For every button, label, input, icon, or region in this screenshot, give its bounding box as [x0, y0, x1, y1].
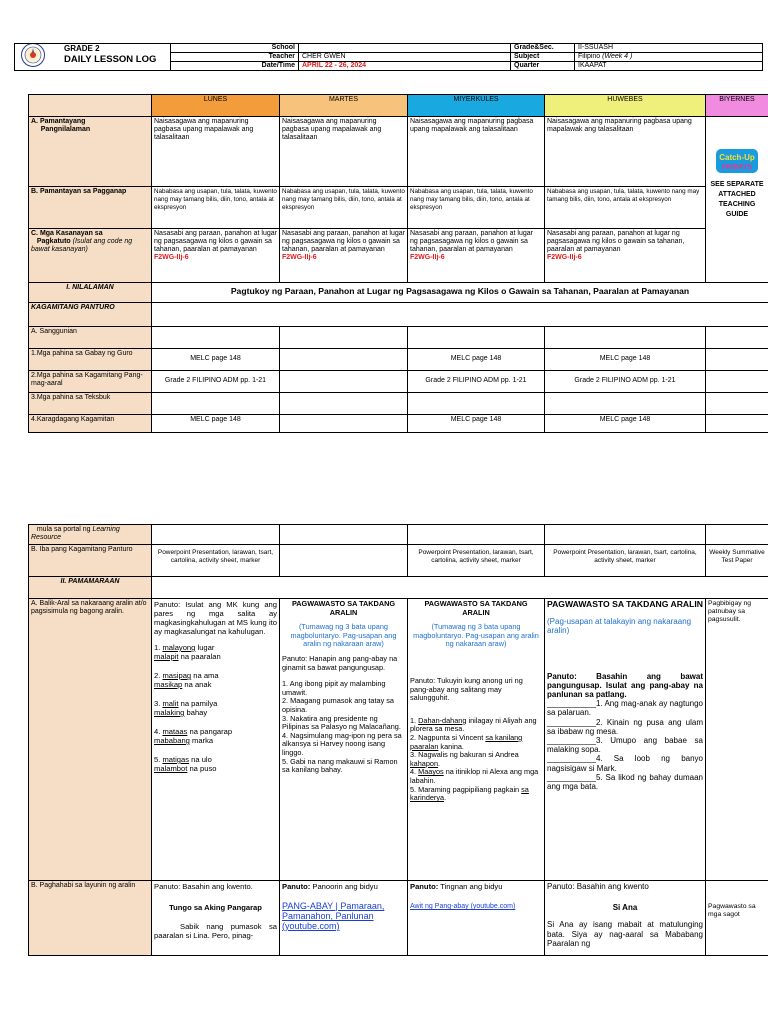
label-line-2: Pagkatuto	[36, 238, 71, 245]
word-b: malapit	[154, 652, 179, 661]
header-table	[14, 43, 763, 71]
row-label-kagamitang-mag-aaral: 2.Mga pahina sa Kagamitang Pang-mag-aaral	[29, 371, 152, 393]
lunes-a-item-5	[154, 755, 277, 773]
skill-code: F2WG-IIj-6	[547, 254, 582, 261]
datetime-label: Date/Time	[171, 62, 299, 71]
cell-iba-miyerkules: Powerpoint Presentation, larawan, tsart, cartolina, activity sheet, marker	[408, 545, 545, 577]
cell-miyerkules-b: Nababasa ang usapan, tula, talata, kuwento nang may tamang bilis, diin, tono, antala at ekspresyon	[408, 187, 545, 229]
kagamitan-label: KAGAMITANG PANTURO	[31, 304, 115, 311]
skill-code: F2WG-IIj-6	[282, 254, 317, 261]
martes-b-intro: Panoorin ang bidyu	[310, 882, 378, 891]
num: 5.	[154, 755, 163, 764]
corner-cell	[29, 95, 152, 117]
cell-lunes-paghahabi	[152, 881, 280, 956]
cell-karagdagan-huwebes: MELC page 148	[545, 415, 706, 433]
word: sa karinderya	[410, 784, 529, 803]
word-b: masikap	[154, 680, 183, 689]
miyerkules-b-intro-line	[410, 882, 542, 891]
lunes-b-intro: Panuto: Basahin ang kwento.	[154, 882, 253, 891]
lunes-a-intro: Panuto: Isulat ang MK kung ang pares ng mga salita ay magkasingkahulugan at MS kung ito ay magkasalungat na kahulugan.	[154, 600, 277, 636]
cell-karagdagan-lunes: MELC page 148	[152, 415, 280, 433]
rest-b: na anak	[182, 680, 212, 689]
row-label-gabay-guro: 1.Mga pahina sa Gabay ng Guro	[29, 349, 152, 371]
cell-adm-biyernes	[706, 371, 768, 393]
quarter-field[interactable]: IKAAPAT	[575, 62, 763, 71]
friday-note: SEE SEPARATE ATTACHED TEACHING GUIDE	[710, 181, 764, 218]
page-title: DAILY LESSON LOG	[64, 54, 157, 65]
subject-field[interactable]	[575, 53, 763, 62]
row-label-pamantayang-pangnilalaman	[29, 117, 152, 187]
skill-text: Nasasabi ang paraan, panahon at lugar ng pagsasagawa ng kilos o gawain sa tahanan, paaralan at pamayanan	[282, 230, 405, 253]
row-label-iba-kagamitan: B. Iba pang Kagamitang Panturo	[29, 545, 152, 577]
portal-label: mula sa portal ng	[36, 526, 91, 533]
catch-up-fridays-logo	[714, 146, 760, 176]
cell-gabay-martes	[280, 349, 408, 371]
miyerkules-a-item-1	[410, 717, 542, 734]
school-field[interactable]	[299, 44, 511, 53]
cell-gabay-lunes: MELC page 148	[152, 349, 280, 371]
cell-martes-c	[280, 229, 408, 283]
cell-lunes-a: Naisasagawa ang mapanuring pagbasa upang mapalawak ang talasalitaan	[152, 117, 280, 187]
portal-label-italic: Learning Resource	[31, 526, 120, 541]
word: sa kanilang paaralan	[410, 732, 523, 751]
huwebes-a-body: ___________1. Ang mag-anak ay nagtungo sa palaruan. ___________2. Kinain ng pusa ang ulam sa ibabaw ng mesa. ___________3. Umupo ang babae sa malaking sopa. ___________4. Sa loob ng banyo nagsisigaw si Mark. ___________5. Sa likod ng bahay dumaan ang mga bata.	[547, 699, 703, 792]
day-header-martes: MARTES	[280, 95, 408, 117]
cell-portal-huwebes	[545, 525, 706, 545]
word-b: mababang	[154, 736, 190, 745]
lunes-a-item-2	[154, 671, 277, 689]
cell-miyerkules-paghahabi	[408, 881, 545, 956]
cell-iba-lunes: Powerpoint Presentation, larawan, tsart, cartolina, activity sheet, marker	[152, 545, 280, 577]
cell-gabay-huwebes: MELC page 148	[545, 349, 706, 371]
word-a: matigas	[162, 755, 190, 764]
skill-code: F2WG-IIj-6	[154, 254, 189, 261]
cell-gabay-miyerkules: MELC page 148	[408, 349, 545, 371]
row-label-paghahabi: B. Paghahabi sa layunin ng aralin	[29, 881, 152, 956]
cell-lunes-balik-aral	[152, 599, 280, 881]
cell-biyernes-balik-aral: Pagbibigay ng patnubay sa pagsusulit.	[706, 599, 768, 881]
row-label-kagamitang-panturo	[29, 303, 152, 327]
cell-teksbuk-miyerkules	[408, 393, 545, 415]
cell-adm-huwebes: Grade 2 FILIPINO ADM pp. 1-21	[545, 371, 706, 393]
cell-teksbuk-lunes	[152, 393, 280, 415]
miyerkules-b-video-link[interactable]: Awit ng Pang-abay (youtube.com)	[410, 903, 516, 910]
cell-teksbuk-biyernes	[706, 393, 768, 415]
text: na itiniklop ni Alexa ang mga labahin.	[410, 767, 539, 785]
rest-a: na pangarap	[187, 727, 233, 736]
cell-martes-balik-aral	[280, 599, 408, 881]
gradesec-field[interactable]: II-SSUASH	[575, 44, 763, 53]
cell-martes-paghahabi	[280, 881, 408, 956]
text: 4.	[410, 767, 419, 777]
nilalaman-content: Pagtukoy ng Paraan, Panahon at Lugar ng Pagsasagawa ng Kilos o Gawain sa Tahanan, Paaralan at Pamayanan	[152, 283, 768, 303]
martes-a-title: PAGWAWASTO SA TAKDANG ARALIN	[291, 599, 396, 617]
cell-miyerkules-balik-aral	[408, 599, 545, 881]
word: kahapon	[410, 758, 438, 768]
num: 1.	[154, 643, 163, 652]
word-b: malambot	[154, 764, 188, 773]
cell-karagdagan-miyerkules: MELC page 148	[408, 415, 545, 433]
text: 1.	[410, 715, 419, 725]
cell-biyernes-paghahabi: Pagwawasto sa mga sagot	[706, 881, 768, 956]
pamamaraan-label: II. PAMAMARAAN	[60, 578, 120, 585]
cell-martes-b: Nababasa ang usapan, tula, talata, kuwento nang may tamang bilis, diin, tono, antala at ekspresyon	[280, 187, 408, 229]
lunes-b-body: Sabik nang pumasok sa paaralan si Lina. Pero, pinag-	[154, 922, 277, 940]
text: 5. Maraming pagpipiliang pagkain	[410, 784, 522, 794]
cell-huwebes-b: Nababasa ang usapan, tula, talata, kuwento nang may tamang bilis, diin, tono, antala at ekspresyon	[545, 187, 706, 229]
teacher-label: Teacher	[171, 53, 299, 62]
cell-huwebes-paghahabi	[545, 881, 706, 956]
day-header-lunes: LUNES	[152, 95, 280, 117]
num: 3.	[154, 699, 163, 708]
cell-adm-martes	[280, 371, 408, 393]
text: kanina.	[438, 741, 464, 751]
huwebes-a-intro: Panuto: Basahin ang bawat pangungusap. Isulat ang pang-abay na panlunan sa patlang.	[547, 671, 703, 700]
cell-sanggunian-biyernes	[706, 327, 768, 349]
huwebes-a-title: PAGWAWASTO SA TAKDANG ARALIN	[547, 599, 703, 609]
miyerkules-a-item-3	[410, 751, 542, 768]
rest-a: na ulo	[189, 755, 212, 764]
gradesec-label: Grade&Sec.	[511, 44, 575, 53]
miyerkules-a-note: (Tumawag ng 3 bata upang magboluntaryo. Pag-usapan ang aralin ng nakaraan araw)	[413, 622, 539, 649]
row-label-portal	[29, 525, 152, 545]
cell-iba-martes	[280, 545, 408, 577]
word-a: malayong	[162, 643, 196, 652]
num: 2.	[154, 671, 163, 680]
miyerkules-a-intro: Panuto: Tukuyin kung anong uri ng pang-abay ang salitang may salungguhit.	[410, 675, 523, 703]
cell-lunes-b: Nababasa ang usapan, tula, talata, kuwento nang may tamang bilis, diin, tono, antala at ekspresyon	[152, 187, 280, 229]
row-label-sanggunian: A. Sanggunian	[29, 327, 152, 349]
word: Dahan-dahang	[418, 715, 467, 725]
martes-a-body: 1. Ang ibong pipit ay malambing umawit. 2. Maagang pumasok ang tatay sa opisina. 3. Nakatira ang presidente ng Pilipinas sa Palasyo ng Malacañang. 4. Nagsimulang mag-ipon ng pera sa alkansya si Harvey noong isang linggo. 5. Gabi na nang makauwi si Ramon sa kanilang bahay.	[282, 679, 402, 775]
lesson-table-page1	[28, 94, 768, 433]
cell-miyerkules-a: Naisasagawa ang mapanuring pagbasa upang mapalawak ang talasalitaan	[408, 117, 545, 187]
miyerkules-a-item-5	[410, 786, 542, 803]
svg-text:Catch-Up: Catch-Up	[719, 153, 755, 162]
rest-b: na puso	[187, 764, 217, 773]
cell-portal-lunes	[152, 525, 280, 545]
word-a: mataas	[162, 727, 188, 736]
text: inilagay ni Aliyah ang plorera sa mesa.	[410, 715, 537, 734]
row-label-balik-aral: A. Balik-Aral sa nakaraang aralin at/o pagsisimula ng bagong aralin.	[29, 599, 152, 881]
cell-karagdagan-biyernes	[706, 415, 768, 433]
subject-value: Filipino	[578, 53, 601, 60]
cell-huwebes-c	[545, 229, 706, 283]
cell-adm-lunes: Grade 2 FILIPINO ADM pp. 1-21	[152, 371, 280, 393]
cell-martes-a: Naisasagawa ang mapanuring pagbasa upang mapalawak ang talasalitaan	[280, 117, 408, 187]
cell-huwebes-balik-aral	[545, 599, 706, 881]
pamamaraan-content	[152, 577, 768, 599]
day-header-biyernes: BIYERNES	[706, 95, 768, 117]
rest-b: bahay	[184, 708, 208, 717]
rest-a: na ama	[191, 671, 219, 680]
huwebes-a-note: (Pag-usapan at talakayin ang nakaraang aralin)	[547, 617, 692, 636]
miyerkules-b-intro-bold: Panuto:	[410, 882, 439, 891]
miyerkules-b-intro: Tingnan ang bidyu	[438, 882, 503, 891]
nilalaman-label: I. NILALAMAN	[66, 284, 114, 291]
school-label: School	[171, 44, 299, 53]
rest-a: lugar	[195, 643, 215, 652]
rest-b: na paaralan	[178, 652, 221, 661]
quarter-label: Quarter	[511, 62, 575, 71]
cell-sanggunian-lunes	[152, 327, 280, 349]
martes-b-intro-bold: Panuto:	[282, 882, 311, 891]
label-line-1: C. Mga Kasanayan sa	[31, 230, 103, 237]
huwebes-b-title: Si Ana	[612, 903, 638, 913]
lunes-a-item-1	[154, 643, 277, 661]
huwebes-b-intro: Panuto: Basahin ang kwento	[547, 882, 649, 891]
miyerkules-a-items	[410, 717, 542, 803]
lesson-table-page2	[28, 524, 768, 956]
day-header-huwebes: HUWEBES	[545, 95, 706, 117]
teacher-field[interactable]: CHER GWEN	[299, 53, 511, 62]
word-a: malit	[162, 699, 179, 708]
row-label-pamamaraan	[29, 577, 152, 599]
cell-sanggunian-miyerkules	[408, 327, 545, 349]
cell-huwebes-a: Naisasagawa ang mapanuring pagbasa upang mapalawak ang talasalitaan	[545, 117, 706, 187]
svg-text:FRIDAYS: FRIDAYS	[721, 164, 753, 171]
martes-a-intro: Panuto: Hanapin ang pang-abay na ginamit sa bawat pangungusap.	[282, 653, 398, 672]
lunes-a-item-3	[154, 699, 277, 717]
rest-a: na pamilya	[178, 699, 218, 708]
martes-b-video-link[interactable]: PANG-ABAY | Pamaraan, Pamanahon, Panlunan (youtube.com)	[282, 901, 385, 931]
cell-biyernes-catchup	[706, 117, 768, 283]
label-line-2: Pangnilalaman	[40, 126, 91, 133]
subject-label: Subject	[511, 53, 575, 62]
cell-sanggunian-martes	[280, 327, 408, 349]
martes-a-note: (Tumawag ng 3 bata upang magboluntaryo. Pag-usapan ang aralin ng nakaraan araw)	[290, 622, 397, 649]
miyerkules-a-item-2	[410, 734, 542, 751]
rest-b: marka	[189, 736, 214, 745]
cell-portal-martes	[280, 525, 408, 545]
miyerkules-a-item-4	[410, 768, 542, 785]
word-a: masipag	[162, 671, 192, 680]
label-line-1: A. Pamantayang	[31, 118, 86, 125]
row-label-kasanayan	[29, 229, 152, 283]
huwebes-b-body: Si Ana ay isang mabait at matulunging bata. Siya ay nag-aaral sa Mababang Paaralan ng	[547, 920, 703, 948]
cell-adm-miyerkules: Grade 2 FILIPINO ADM pp. 1-21	[408, 371, 545, 393]
row-label-teksbuk: 3.Mga pahina sa Teksbuk	[29, 393, 152, 415]
row-label-nilalaman	[29, 283, 152, 303]
cell-iba-biyernes: Weekly Summative Test Paper	[706, 545, 768, 577]
grade-label: GRADE 2	[64, 44, 100, 53]
martes-b-intro-line	[282, 882, 405, 891]
word: Maayos	[418, 767, 444, 777]
cell-karagdagan-martes	[280, 415, 408, 433]
lunes-a-item-4	[154, 727, 277, 745]
cell-teksbuk-martes	[280, 393, 408, 415]
text: .	[444, 793, 447, 803]
cell-teksbuk-huwebes	[545, 393, 706, 415]
lunes-b-title: Tungo sa Aking Pangarap	[169, 903, 262, 912]
text: 3. Nagwalis ng bakuran si Andrea	[410, 750, 519, 760]
miyerkules-a-title: PAGWAWASTO SA TAKDANG ARALIN	[424, 599, 528, 617]
subject-week: (Week 4 )	[602, 53, 633, 60]
cell-miyerkules-c	[408, 229, 545, 283]
datetime-field[interactable]: APRIL 22 - 26, 2024	[299, 62, 511, 71]
cell-sanggunian-huwebes	[545, 327, 706, 349]
row-label-karagdagang-kagamitan: 4.Karagdagang Kagamitan	[29, 415, 152, 433]
cell-iba-huwebes: Powerpoint Presentation, larawan, tsart, cartolina, activity sheet, marker	[545, 545, 706, 577]
skill-code: F2WG-IIj-6	[410, 254, 445, 261]
cell-portal-miyerkules	[408, 525, 545, 545]
cell-portal-biyernes	[706, 525, 768, 545]
text: 2. Nagpunta si Vincent	[410, 732, 486, 742]
row-label-pamantayan-pagganap: B. Pamantayan sa Pagganap	[29, 187, 152, 229]
text: .	[438, 758, 441, 768]
word-b: malaking	[154, 708, 185, 717]
skill-text: Nasasabi ang paraan, panahon at lugar ng pagsasagawa ng kilos o gawain sa tahanan, paaralan at pamayanan	[410, 230, 533, 253]
skill-text: Nasasabi ang paraan, panahon at lugar ng pagsasagawa ng kilos o gawain sa tahanan, paaralan at pamayanan	[154, 230, 277, 253]
label-line-3: (Isulat ang code ng bawat kasanayan)	[31, 238, 133, 253]
num: 4.	[154, 727, 163, 736]
kagamitan-content	[152, 303, 768, 327]
cell-gabay-biyernes	[706, 349, 768, 371]
day-header-miyerkules: MIYERKULES	[408, 95, 545, 117]
cell-lunes-c	[152, 229, 280, 283]
skill-text: Nasasabi ang paraan, panahon at lugar ng pagsasagawa ng kilos o gawain sa tahanan, paaralan at pamayanan	[547, 230, 685, 253]
